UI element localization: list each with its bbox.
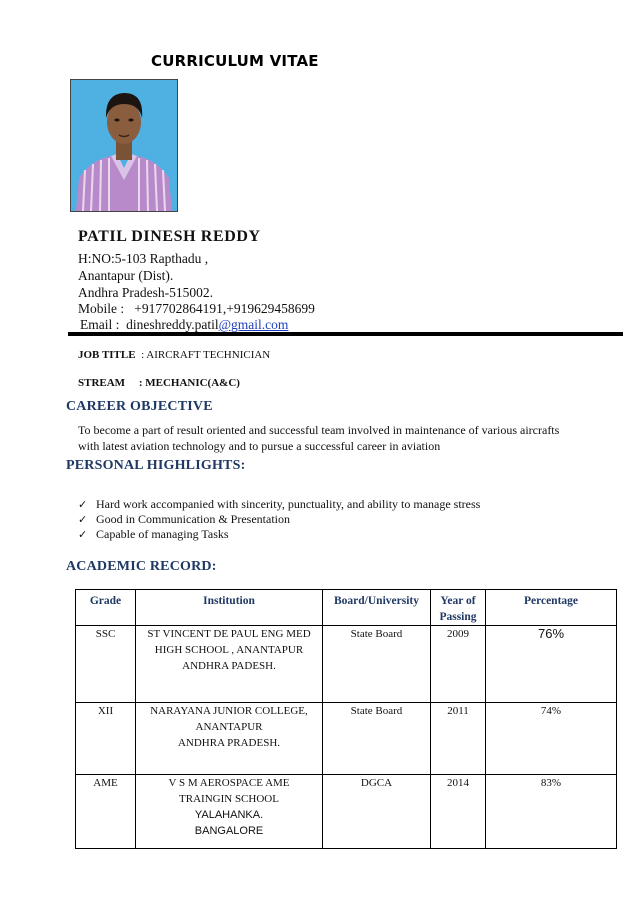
job-title-row bbox=[78, 349, 270, 361]
email-link[interactable]: @gmail.com bbox=[218, 317, 289, 332]
institution-line: NARAYANA JUNIOR COLLEGE, bbox=[150, 705, 308, 717]
institution-line: V S M AEROSPACE AME bbox=[168, 777, 290, 789]
header-divider bbox=[68, 332, 623, 336]
list-item bbox=[78, 527, 480, 542]
candidate-name: PATIL DINESH REDDY bbox=[78, 228, 261, 245]
job-title-label: JOB TITLE bbox=[78, 349, 136, 361]
institution-line: ANDHRA PADESH. bbox=[182, 660, 276, 672]
cell-board: State Board bbox=[323, 626, 431, 703]
address-line-3: Andhra Pradesh-515002. bbox=[78, 285, 213, 300]
personal-highlights-heading: PERSONAL HIGHLIGHTS: bbox=[66, 458, 246, 473]
highlight-text: Hard work accompanied with sincerity, punctuality, and ability to manage stress bbox=[96, 497, 481, 511]
cell-percentage: 76% bbox=[486, 626, 617, 703]
mobile-value: +917702864191,+919629458699 bbox=[134, 301, 315, 316]
cell-year: 2014 bbox=[431, 775, 486, 849]
table-row bbox=[76, 703, 617, 775]
col-header-grade: Grade bbox=[76, 590, 136, 626]
highlight-text: Capable of managing Tasks bbox=[96, 527, 229, 541]
personal-highlights-list bbox=[78, 497, 480, 542]
check-icon: ✓ bbox=[78, 498, 88, 511]
cell-year: 2009 bbox=[431, 626, 486, 703]
career-objective-heading: CAREER OBJECTIVE bbox=[66, 399, 213, 414]
institution-line: HIGH SCHOOL , ANANTAPUR bbox=[154, 644, 304, 656]
institution-line: ANDHRA PRADESH. bbox=[177, 737, 281, 749]
col-header-board: Board/University bbox=[323, 590, 431, 626]
cell-board: DGCA bbox=[323, 775, 431, 849]
institution-line: ST VINCENT DE PAUL ENG MED bbox=[147, 628, 311, 640]
profile-photo bbox=[70, 79, 178, 212]
check-icon: ✓ bbox=[78, 528, 88, 541]
institution-line: TRAINGIN SCHOOL bbox=[179, 793, 279, 805]
cell-percentage: 74% bbox=[486, 703, 617, 775]
email-label: Email : bbox=[80, 317, 120, 332]
list-item bbox=[78, 497, 480, 512]
email-user: dineshreddy.patil bbox=[126, 317, 219, 332]
institution-line: BANGALORE bbox=[194, 825, 264, 837]
email-row bbox=[80, 317, 288, 333]
cell-percentage: 83% bbox=[486, 775, 617, 849]
list-item bbox=[78, 512, 480, 527]
col-header-year bbox=[431, 590, 486, 626]
academic-record-heading: ACADEMIC RECORD: bbox=[66, 559, 217, 574]
col-header-percentage: Percentage bbox=[486, 590, 617, 626]
career-objective-line-2: with latest aviation technology and to pursue a successful career in aviation bbox=[78, 439, 441, 453]
mobile-row bbox=[78, 300, 315, 317]
address-line-2: Anantapur (Dist). bbox=[78, 268, 174, 283]
cell-board: State Board bbox=[323, 703, 431, 775]
cell-grade: XII bbox=[76, 703, 136, 775]
document-title: CURRICULUM VITAE bbox=[151, 52, 319, 70]
table-row bbox=[76, 775, 617, 849]
col-header-year-line-2: Passing bbox=[439, 611, 477, 623]
table-header-row bbox=[76, 590, 617, 626]
col-header-year-line-1: Year of bbox=[440, 595, 476, 607]
stream-value: : MECHANIC(A&C) bbox=[138, 377, 240, 389]
cell-institution bbox=[136, 775, 323, 849]
institution-line: YALAHANKA. bbox=[194, 809, 264, 821]
stream-label: STREAM bbox=[78, 377, 126, 389]
cell-year: 2011 bbox=[431, 703, 486, 775]
address-line-1: H:NO:5-103 Rapthadu , bbox=[78, 251, 209, 266]
highlight-text: Good in Communication & Presentation bbox=[96, 512, 290, 526]
career-objective-text bbox=[78, 422, 578, 454]
career-objective-line-1: To become a part of result oriented and successful team involved in maintenance of various aircrafts bbox=[78, 423, 560, 437]
mobile-label: Mobile : bbox=[78, 301, 125, 316]
job-title-value: : AIRCRAFT TECHNICIAN bbox=[141, 349, 271, 361]
stream-row bbox=[78, 377, 240, 389]
institution-line: ANANTAPUR bbox=[195, 721, 263, 733]
col-header-institution: Institution bbox=[136, 590, 323, 626]
academic-record-table bbox=[75, 589, 617, 849]
check-icon: ✓ bbox=[78, 513, 88, 526]
cell-institution bbox=[136, 703, 323, 775]
cell-grade: AME bbox=[76, 775, 136, 849]
table-row bbox=[76, 626, 617, 703]
cell-institution bbox=[136, 626, 323, 703]
cell-grade: SSC bbox=[76, 626, 136, 703]
